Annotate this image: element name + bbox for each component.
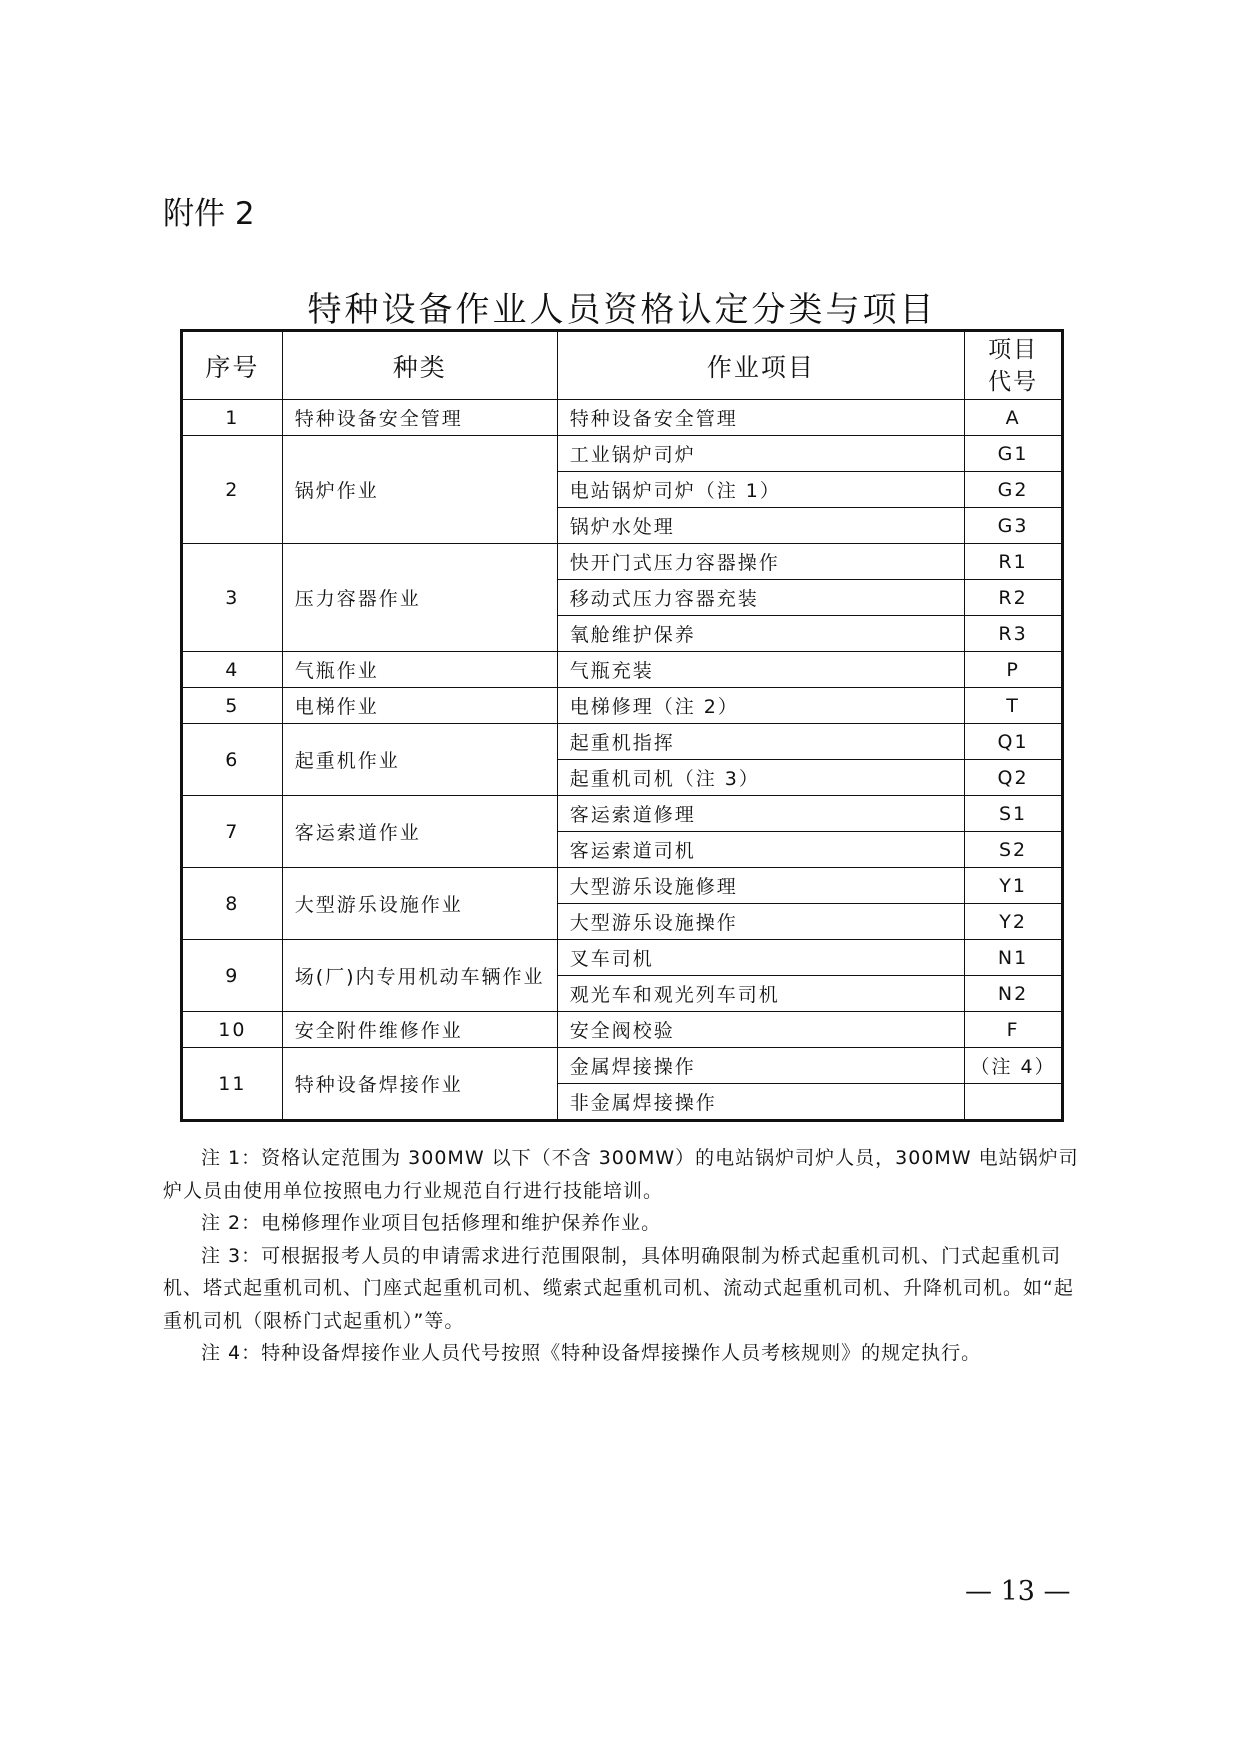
- cell-code: G3: [965, 508, 1063, 544]
- cell-category: 特种设备焊接作业: [282, 1048, 557, 1121]
- cell-item: 气瓶充装: [557, 652, 964, 688]
- cell-no: 5: [182, 688, 283, 724]
- cell-item: 氧舱维护保养: [557, 616, 964, 652]
- table-row: [182, 796, 1063, 832]
- page-number: — 13 —: [965, 1576, 1071, 1607]
- cell-item: 大型游乐设施操作: [557, 904, 964, 940]
- cell-code: S1: [965, 796, 1063, 832]
- cell-item: 叉车司机: [557, 940, 964, 976]
- header-code: 项目代号: [965, 331, 1063, 400]
- cell-category: 场(厂)内专用机动车辆作业: [282, 940, 557, 1012]
- table-row: [182, 436, 1063, 472]
- cell-code: P: [965, 652, 1063, 688]
- table-row: [182, 688, 1063, 724]
- cell-category: 起重机作业: [282, 724, 557, 796]
- table-header-row: [182, 331, 1063, 400]
- notes: [163, 1142, 1083, 1370]
- cell-code: G1: [965, 436, 1063, 472]
- cell-item: 电站锅炉司炉（注 1）: [557, 472, 964, 508]
- table-row: [182, 868, 1063, 904]
- cell-item: 安全阀校验: [557, 1012, 964, 1048]
- cell-category: 大型游乐设施作业: [282, 868, 557, 940]
- cell-no: 2: [182, 436, 283, 544]
- cell-code: [965, 1084, 1063, 1121]
- cell-item: 特种设备安全管理: [557, 400, 964, 436]
- header-no: 序号: [182, 331, 283, 400]
- cell-code: F: [965, 1012, 1063, 1048]
- table-row: [182, 652, 1063, 688]
- table-row: [182, 1012, 1063, 1048]
- cell-code: Y1: [965, 868, 1063, 904]
- note-4: 注 4：特种设备焊接作业人员代号按照《特种设备焊接操作人员考核规则》的规定执行。: [201, 1342, 982, 1364]
- qualification-table: [180, 329, 1064, 1122]
- cell-item: 观光车和观光列车司机: [557, 976, 964, 1012]
- cell-item: 大型游乐设施修理: [557, 868, 964, 904]
- cell-code: Y2: [965, 904, 1063, 940]
- cell-category: 安全附件维修作业: [282, 1012, 557, 1048]
- cell-code: S2: [965, 832, 1063, 868]
- cell-category: 特种设备安全管理: [282, 400, 557, 436]
- cell-item: 起重机司机（注 3）: [557, 760, 964, 796]
- cell-item: 快开门式压力容器操作: [557, 544, 964, 580]
- cell-code: Q2: [965, 760, 1063, 796]
- cell-no: 4: [182, 652, 283, 688]
- note-3: 注 3：可根据报考人员的申请需求进行范围限制，具体明确限制为桥式起重机司机、门式起重机司机、塔式起重机司机、门座式起重机司机、缆索式起重机司机、流动式起重机司机、升降机司机。如“起重机司机（限桥门式起重机）”等。: [163, 1244, 1074, 1332]
- cell-code: N2: [965, 976, 1063, 1012]
- cell-code: T: [965, 688, 1063, 724]
- cell-code: R3: [965, 616, 1063, 652]
- cell-code: R1: [965, 544, 1063, 580]
- attachment-label: 附件 2: [163, 196, 255, 232]
- note-2: 注 2：电梯修理作业项目包括修理和维护保养作业。: [201, 1212, 662, 1234]
- cell-code: R2: [965, 580, 1063, 616]
- cell-code: Q1: [965, 724, 1063, 760]
- note-1: 注 1：资格认定范围为 300MW 以下（不含 300MW）的电站锅炉司炉人员，300MW 电站锅炉司炉人员由使用单位按照电力行业规范自行进行技能培训。: [163, 1147, 1079, 1202]
- cell-item: 锅炉水处理: [557, 508, 964, 544]
- cell-no: 7: [182, 796, 283, 868]
- table-row: [182, 724, 1063, 760]
- cell-category: 客运索道作业: [282, 796, 557, 868]
- cell-item: 移动式压力容器充装: [557, 580, 964, 616]
- cell-no: 10: [182, 1012, 283, 1048]
- cell-category: 电梯作业: [282, 688, 557, 724]
- cell-code: （注 4）: [965, 1048, 1063, 1084]
- table-row: [182, 544, 1063, 580]
- cell-category: 压力容器作业: [282, 544, 557, 652]
- cell-no: 3: [182, 544, 283, 652]
- cell-item: 金属焊接操作: [557, 1048, 964, 1084]
- cell-code: G2: [965, 472, 1063, 508]
- table-row: [182, 940, 1063, 976]
- table-row: [182, 1048, 1063, 1084]
- cell-item: 电梯修理（注 2）: [557, 688, 964, 724]
- cell-no: 8: [182, 868, 283, 940]
- table-row: [182, 400, 1063, 436]
- cell-code: A: [965, 400, 1063, 436]
- cell-item: 客运索道修理: [557, 796, 964, 832]
- cell-category: 气瓶作业: [282, 652, 557, 688]
- header-category: 种类: [282, 331, 557, 400]
- cell-category: 锅炉作业: [282, 436, 557, 544]
- cell-item: 工业锅炉司炉: [557, 436, 964, 472]
- cell-code: N1: [965, 940, 1063, 976]
- cell-item: 非金属焊接操作: [557, 1084, 964, 1121]
- cell-no: 9: [182, 940, 283, 1012]
- cell-item: 客运索道司机: [557, 832, 964, 868]
- document-title: 特种设备作业人员资格认定分类与项目: [307, 290, 937, 330]
- cell-no: 6: [182, 724, 283, 796]
- cell-item: 起重机指挥: [557, 724, 964, 760]
- cell-no: 11: [182, 1048, 283, 1121]
- header-item: 作业项目: [557, 331, 964, 400]
- cell-no: 1: [182, 400, 283, 436]
